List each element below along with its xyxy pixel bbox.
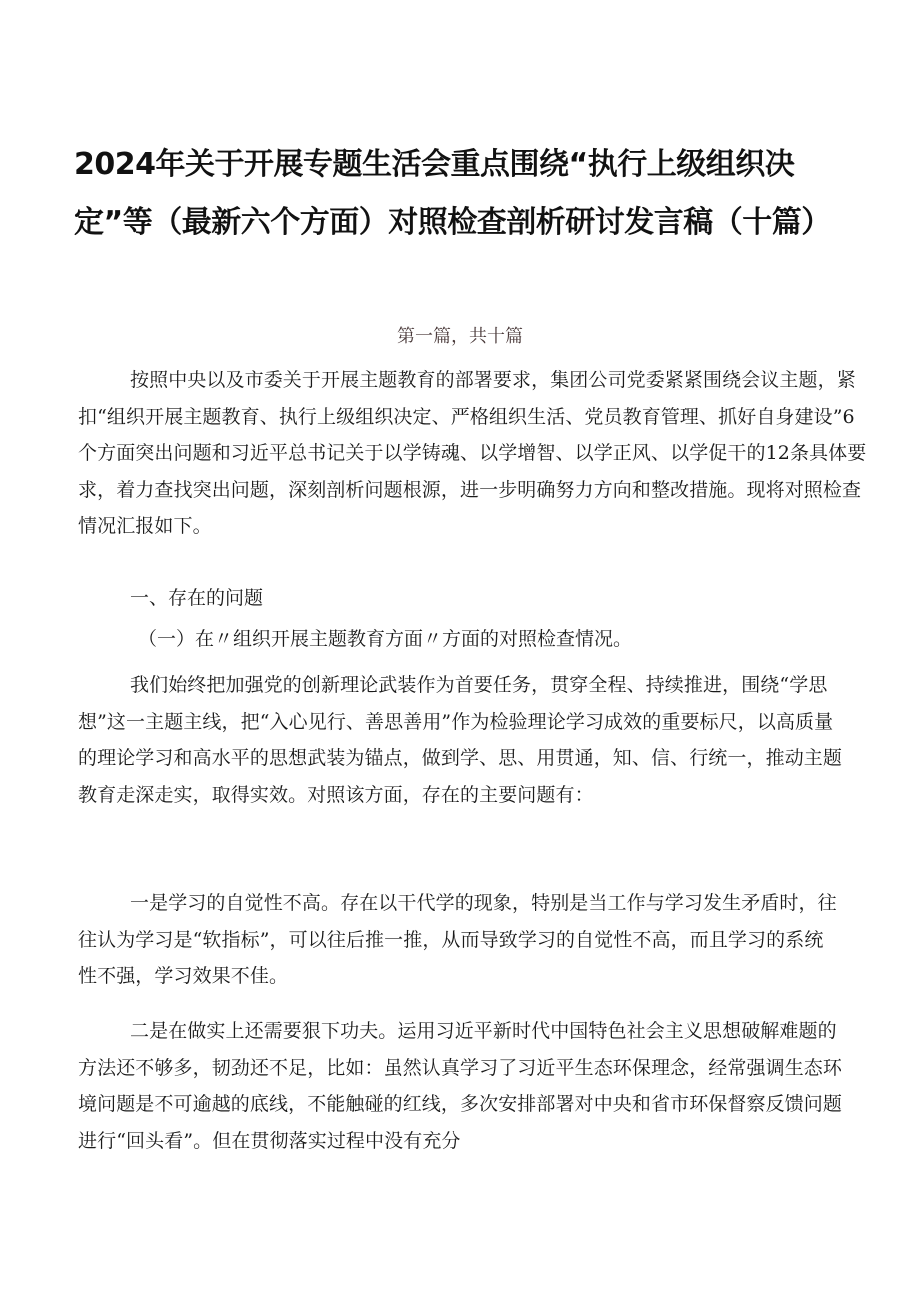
title-line-1: 2024年关于开展专题生活会重点围绕“执行上级组织决 — [74, 147, 795, 182]
document-title — [74, 136, 864, 252]
part-subtitle: 第一篇，共十篇 — [397, 326, 523, 347]
section-heading: 一、存在的问题 — [130, 587, 264, 609]
body-paragraph-2: 一是学习的自觉性不高。存在以干代学的现象，特别是当工作与学习发生矛盾时，往往认为学习是“软指标”，可以往后推一推，从而导致学习的自觉性不高，而且学习的系统性不强，学习效果不佳。 — [78, 892, 837, 988]
body-paragraph-3: 二是在做实上还需要狠下功夫。运用习近平新时代中国特色社会主义思想破解难题的方法还不够多，韧劲还不足，比如：虽然认真学习了习近平生态环保理念，经常强调生态环境问题是不可逾越的底线，不能触碰的红线，多次安排部署对中央和省市环保督察反馈问题进行“回头看”。但在贯彻落实过程中没有充分 — [78, 1020, 843, 1152]
title-line-2: 定”等（最新六个方面）对照检查剖析研讨发言稿（十篇） — [74, 205, 831, 240]
intro-paragraph: 按照中央以及市委关于开展主题教育的部署要求，集团公司党委紧紧围绕会议主题，紧扣“组织开展主题教育、执行上级组织决定、严格组织生活、党员教育管理、抓好自身建设”6个方面突出问题和习近平总书记关于以学铸魂、以学增智、以学正风、以学促干的12条具体要求，着力查找突出问题，深刻剖析问题根源，进一步明确努力方向和整改措施。现将对照检查情况汇报如下。 — [78, 369, 867, 538]
subsection-heading: （一）在〃组织开展主题教育方面〃方面的对照检查情况。 — [138, 628, 633, 650]
body-paragraph-1: 我们始终把加强党的创新理论武装作为首要任务，贯穿全程、持续推进，围绕“学思想”这一主题主线，把“入心见行、善思善用”作为检验理论学习成效的重要标尺，以高质量的理论学习和高水平的思想武装为锚点，做到学、思、用贯通，知、信、行统一，推动主题教育走深走实，取得实效。对照该方面，存在的主要问题有： — [78, 674, 843, 806]
